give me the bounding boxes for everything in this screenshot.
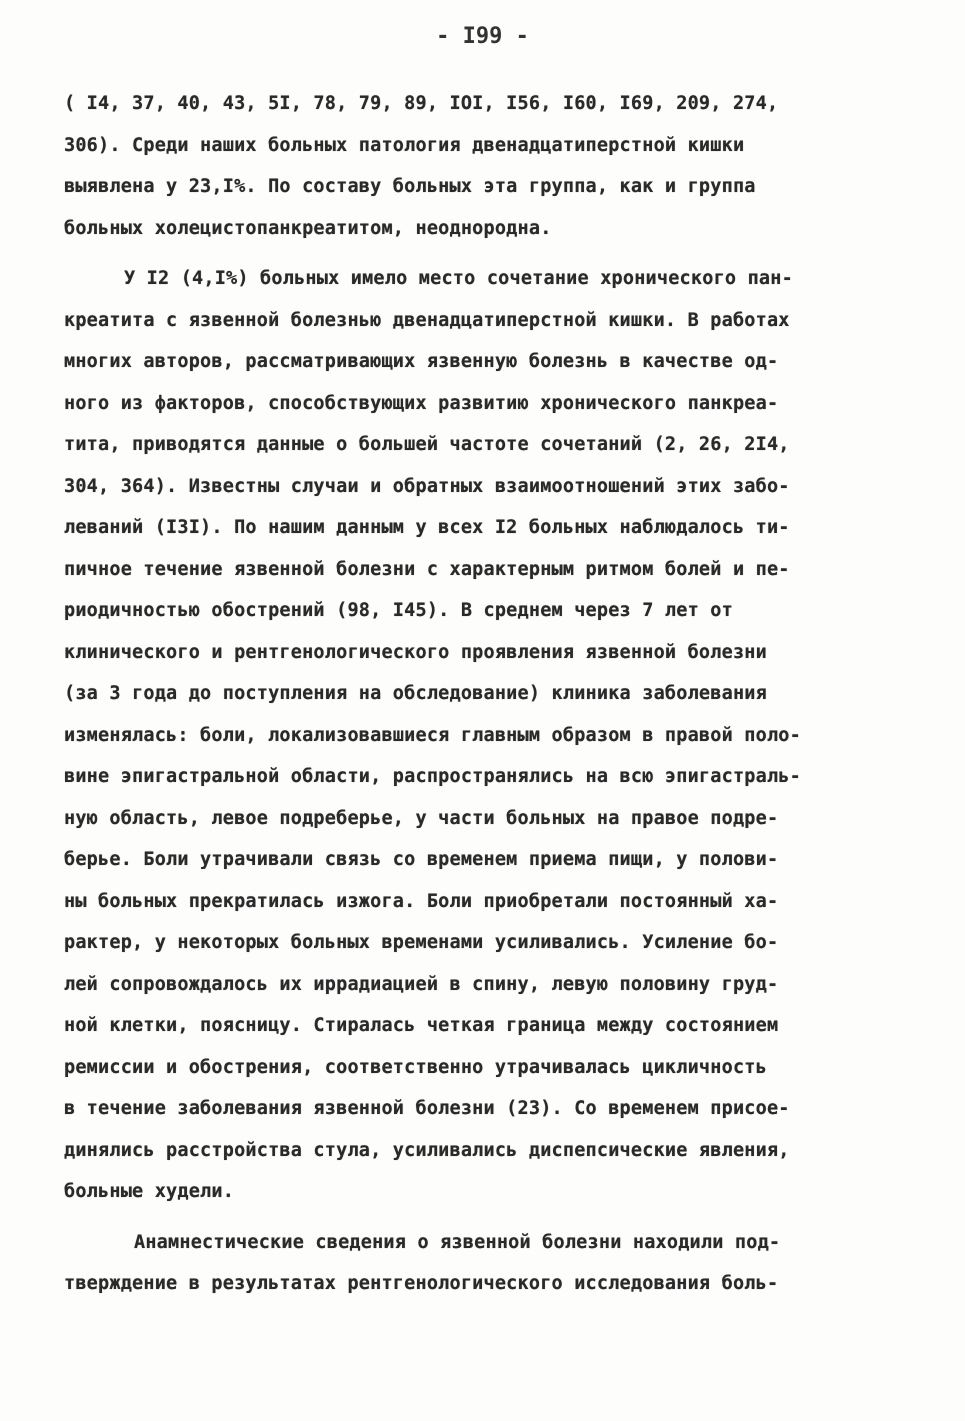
text-line: берье. Боли утрачивали связь со временем приема пищи, у полови- — [64, 849, 779, 870]
text-line: креатита с язвенной болезнью двенадцатиперстной кишки. В работах — [64, 309, 790, 331]
paragraph-3 — [64, 1222, 894, 1305]
text-line: ного из факторов, способствующих развитию хронического панкреа- — [64, 392, 779, 414]
text-line: ( I4, 37, 40, 43, 5I, 78, 79, 89, IOI, I56, I60, I69, 209, 274, — [64, 93, 779, 114]
text-line: пичное течение язвенной болезни с характерным ритмом болей и пе- — [64, 558, 790, 580]
text-line: лей сопровождалось их иррадиацией в спину, левую половину груд- — [64, 973, 779, 995]
text-line: риодичностью обострений (98, I45). В среднем через 7 лет от — [64, 600, 733, 621]
body-text — [64, 83, 894, 1305]
text-line: Анамнестические сведения о язвенной болезни находили под- — [134, 1231, 781, 1253]
text-line: вине эпигастральной области, распространялись на всю эпигастраль- — [64, 766, 801, 787]
text-line: ной клетки, поясницу. Стиралась четкая граница между состоянием — [64, 1015, 779, 1036]
text-line: рактер, у некоторых больных временами усиливались. Усиление бо- — [64, 932, 779, 953]
text-line: тверждение в результатах рентгенологического исследования боль- — [64, 1273, 779, 1294]
text-line: ную область, левое подреберье, у части больных на правое подре- — [64, 807, 779, 829]
text-line: больные худели. — [64, 1181, 235, 1202]
paragraph-2 — [64, 258, 894, 1213]
text-line: 304, 364). Известны случаи и обратных взаимоотношений этих забо- — [64, 475, 790, 497]
paragraph-gap — [64, 249, 894, 258]
text-line: динялись расстройства стула, усиливались диспепсические явления, — [64, 1139, 790, 1161]
text-line: ремиссии и обострения, соответственно утрачивалась цикличность — [64, 1056, 767, 1078]
text-line: леваний (I3I). По нашим данным у всех I2 больных наблюдалось ти- — [64, 517, 790, 538]
text-line: в течение заболевания язвенной болезни (23). Со временем присое- — [64, 1098, 790, 1119]
text-line: многих авторов, рассматривающих язвенную болезнь в качестве од- — [64, 351, 779, 372]
text-line: (за 3 года до поступления на обследование) клиника заболевания — [64, 683, 767, 704]
page-number: - I99 - — [436, 24, 529, 49]
text-line: выявлена у 23,I%. По составу больных эта группа, как и группа — [64, 176, 756, 197]
text-line: ны больных прекратилась изжога. Боли приобретали постоянный ха- — [64, 890, 779, 912]
text-line: тита, приводятся данные о большей частоте сочетаний (2, 26, 2I4, — [64, 434, 790, 455]
text-line: 306). Среди наших больных патология двенадцатиперстной кишки — [64, 134, 745, 156]
text-line: изменялась: боли, локализовавшиеся главным образом в правой поло- — [64, 724, 801, 746]
text-line: клинического и рентгенологического проявления язвенной болезни — [64, 641, 767, 663]
paragraph-1 — [64, 83, 894, 249]
paragraph-gap — [64, 1213, 894, 1222]
text-line: У I2 (4,I%) больных имело место сочетание хронического пан- — [124, 268, 793, 289]
text-line: больных холецистопанкреатитом, неоднородна. — [64, 217, 552, 239]
